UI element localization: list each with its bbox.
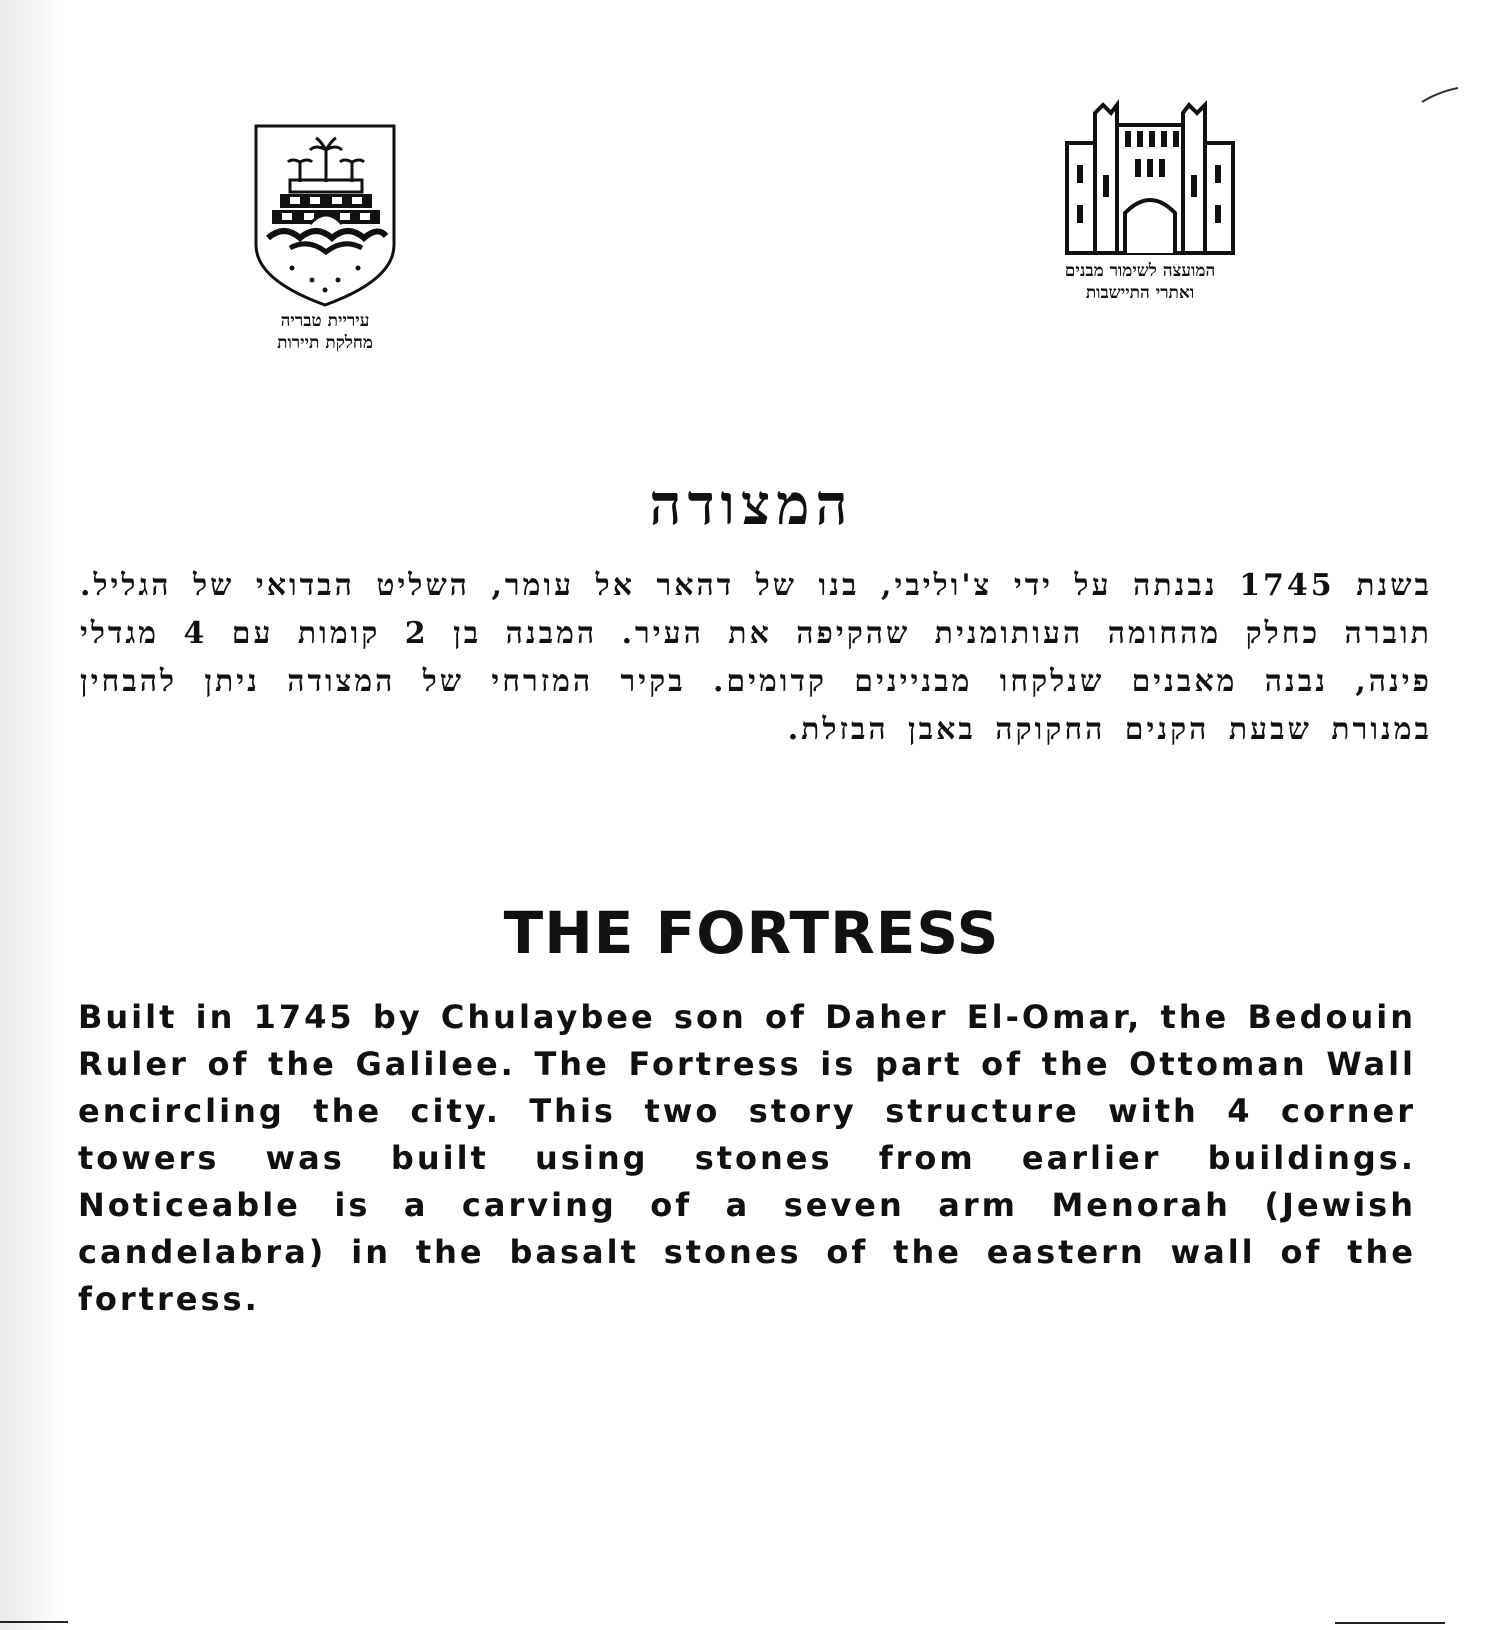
scan-edge-shadow bbox=[0, 0, 62, 1630]
city-shield-icon bbox=[250, 120, 400, 310]
english-body: Built in 1745 by Chulaybee son of Daher El-Omar, the Bedouin Ruler of the Galilee. The Fortress is part of the Ottoman Wall encircling the city. This two story structure with 4 corner towers was built using stones from earlier buildings. Noticeable is a carving of a seven arm Menorah (Jewish candelabra) in the basalt stones of the eastern wall of the fortress. bbox=[78, 998, 1416, 1318]
logo-caption-line2: מחלקת תיירות bbox=[277, 333, 373, 353]
hebrew-body: בשנת 1745 נבנתה על ידי צ'וליבי, בנו של דהאר אל עומר, השליט הבדואי של הגליל. תוברה כחלק מהחומה העותומנית שהקיפה את העיר. המבנה בן 2 קומות עם 4 מגדלי פינה, נבנה מאבנים שנלקחו מבניינים קדומים. בקיר המזרחי של המצודה ניתן להבחין במנורת שבעת הקנים החקוקה באבן הבזלת. bbox=[80, 568, 1432, 747]
logo-caption-line1: המועצה לשימור מבנים bbox=[1064, 261, 1216, 281]
tiberias-municipality-logo bbox=[240, 120, 410, 354]
preservation-council-logo bbox=[1015, 95, 1265, 304]
logo-caption-line1: עיריית טבריה bbox=[280, 311, 370, 331]
english-title: THE FORTRESS bbox=[503, 899, 1000, 967]
bottom-left-rule bbox=[0, 1621, 68, 1623]
fortress-building-icon bbox=[1055, 95, 1245, 260]
logo-caption-line2: ואתרי התיישבות bbox=[1085, 283, 1195, 303]
bottom-right-rule bbox=[1335, 1622, 1445, 1624]
pen-mark bbox=[1420, 80, 1460, 110]
hebrew-title: המצודה bbox=[649, 472, 854, 538]
